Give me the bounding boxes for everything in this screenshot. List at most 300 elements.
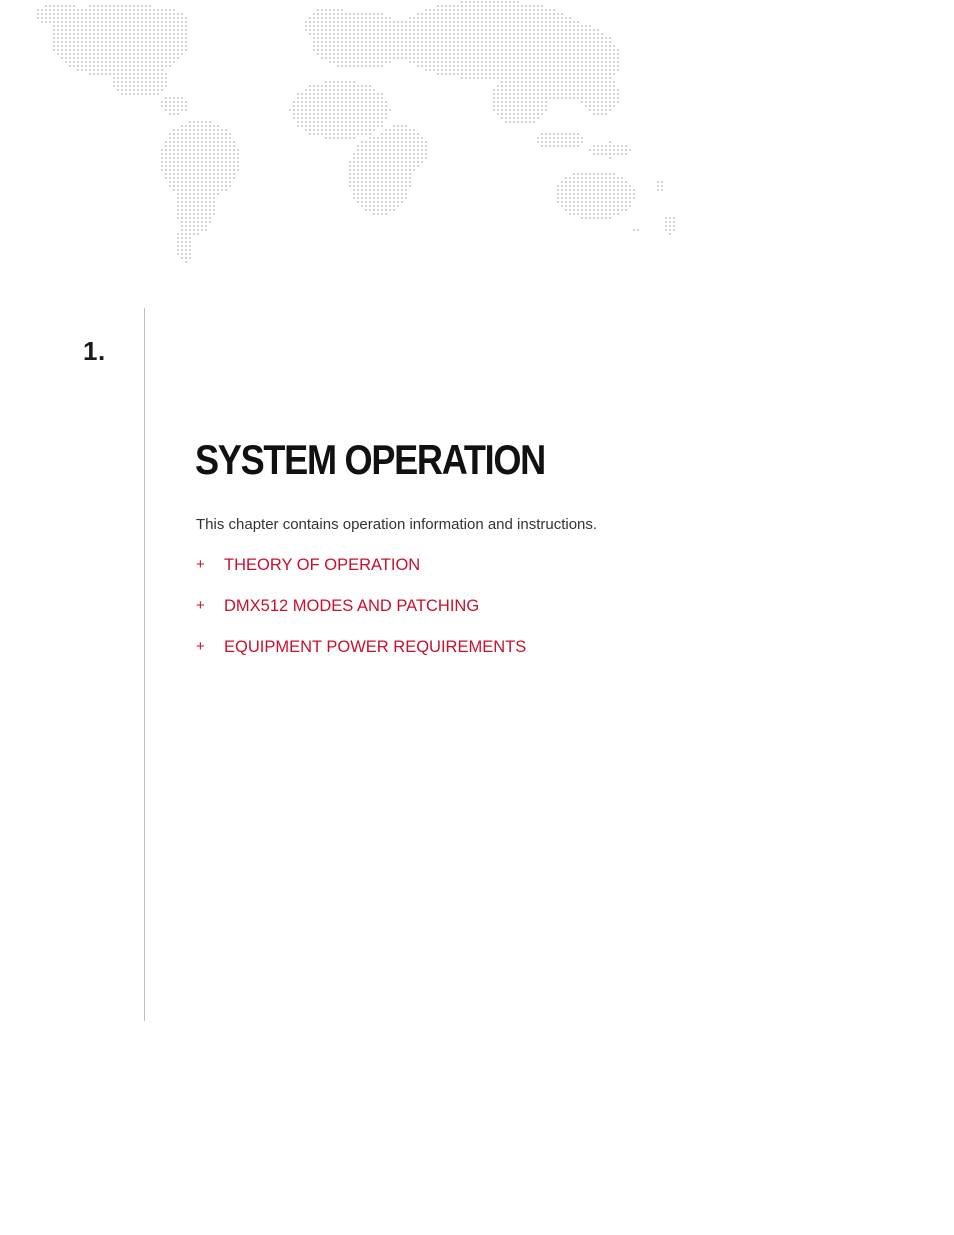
map-dot xyxy=(501,25,503,27)
map-dot xyxy=(369,117,371,119)
map-dot xyxy=(165,141,167,143)
map-dot xyxy=(125,81,127,83)
map-dot xyxy=(565,145,567,147)
map-dot xyxy=(205,125,207,127)
map-dot xyxy=(401,181,403,183)
map-dot xyxy=(329,97,331,99)
map-dot xyxy=(193,185,195,187)
map-dot xyxy=(529,17,531,19)
map-dot xyxy=(137,77,139,79)
map-dot xyxy=(393,193,395,195)
map-dot xyxy=(445,49,447,51)
map-dot xyxy=(621,177,623,179)
map-dot xyxy=(425,157,427,159)
map-dot xyxy=(133,21,135,23)
map-dot xyxy=(85,57,87,59)
map-dot xyxy=(589,73,591,75)
map-dot xyxy=(349,133,351,135)
map-dot xyxy=(529,93,531,95)
map-dot xyxy=(577,137,579,139)
map-dot xyxy=(569,65,571,67)
map-dot xyxy=(193,197,195,199)
map-dot xyxy=(373,205,375,207)
map-dot xyxy=(497,53,499,55)
map-dot xyxy=(597,217,599,219)
toc-link-dmx512-modes-and-patching[interactable]: DMX512 MODES AND PATCHING xyxy=(224,597,480,615)
map-dot xyxy=(109,9,111,11)
toc-link-theory-of-operation[interactable]: THEORY OF OPERATION xyxy=(224,556,421,574)
map-dot xyxy=(585,173,587,175)
toc-link-equipment-power-requirements[interactable]: EQUIPMENT POWER REQUIREMENTS xyxy=(224,638,527,656)
map-dot xyxy=(73,5,75,7)
map-dot xyxy=(341,41,343,43)
map-dot xyxy=(357,181,359,183)
map-dot xyxy=(589,33,591,35)
map-dot xyxy=(61,45,63,47)
map-dot xyxy=(177,177,179,179)
map-dot xyxy=(89,25,91,27)
map-dot xyxy=(525,105,527,107)
map-dot xyxy=(89,73,91,75)
map-dot xyxy=(109,17,111,19)
map-dot xyxy=(317,97,319,99)
map-dot xyxy=(205,221,207,223)
map-dot xyxy=(565,69,567,71)
map-dot xyxy=(613,93,615,95)
map-dot xyxy=(473,69,475,71)
map-dot xyxy=(537,105,539,107)
map-dot xyxy=(77,13,79,15)
map-dot xyxy=(333,113,335,115)
map-dot xyxy=(193,173,195,175)
map-dot xyxy=(593,209,595,211)
map-dot xyxy=(125,65,127,67)
map-dot xyxy=(589,213,591,215)
map-dot xyxy=(481,45,483,47)
map-dot xyxy=(517,13,519,15)
map-dot xyxy=(589,69,591,71)
map-dot xyxy=(613,205,615,207)
map-dot xyxy=(597,37,599,39)
map-dot xyxy=(365,29,367,31)
map-dot xyxy=(225,129,227,131)
map-dot xyxy=(129,13,131,15)
map-dot xyxy=(497,13,499,15)
map-dot xyxy=(593,109,595,111)
map-dot xyxy=(165,165,167,167)
chapter-intro: This chapter contains operation information and instructions. xyxy=(196,516,598,533)
map-dot xyxy=(393,133,395,135)
map-dot xyxy=(405,29,407,31)
map-dot xyxy=(517,37,519,39)
map-dot xyxy=(461,21,463,23)
map-dot xyxy=(565,141,567,143)
map-dot xyxy=(601,217,603,219)
map-dot xyxy=(517,85,519,87)
map-dot xyxy=(105,61,107,63)
map-dot xyxy=(393,209,395,211)
map-dot xyxy=(441,65,443,67)
map-dot xyxy=(525,109,527,111)
map-dot xyxy=(389,109,391,111)
map-dot xyxy=(397,149,399,151)
map-dot xyxy=(373,65,375,67)
map-dot xyxy=(613,145,615,147)
map-dot xyxy=(413,29,415,31)
map-dot xyxy=(541,141,543,143)
map-dot xyxy=(573,197,575,199)
map-dot xyxy=(389,169,391,171)
map-dot xyxy=(589,217,591,219)
map-dot xyxy=(553,53,555,55)
map-dot xyxy=(173,181,175,183)
map-dot xyxy=(373,45,375,47)
map-dot xyxy=(569,193,571,195)
map-dot xyxy=(401,141,403,143)
map-dot xyxy=(505,41,507,43)
map-dot xyxy=(501,21,503,23)
map-dot xyxy=(513,41,515,43)
map-dot xyxy=(417,21,419,23)
map-dot xyxy=(481,73,483,75)
map-dot xyxy=(501,37,503,39)
map-dot xyxy=(585,205,587,207)
map-dot xyxy=(565,61,567,63)
map-dot xyxy=(97,57,99,59)
map-dot xyxy=(437,33,439,35)
map-dot xyxy=(501,57,503,59)
map-dot xyxy=(481,33,483,35)
map-dot xyxy=(177,241,179,243)
map-dot xyxy=(625,193,627,195)
map-dot xyxy=(369,161,371,163)
map-dot xyxy=(165,161,167,163)
map-dot xyxy=(217,157,219,159)
map-dot xyxy=(185,257,187,259)
map-dot xyxy=(337,9,339,11)
map-dot xyxy=(325,33,327,35)
map-dot xyxy=(133,69,135,71)
map-dot xyxy=(493,1,495,3)
map-dot xyxy=(597,177,599,179)
map-dot xyxy=(133,77,135,79)
map-dot xyxy=(161,85,163,87)
map-dot xyxy=(609,153,611,155)
map-dot xyxy=(369,173,371,175)
map-dot xyxy=(581,93,583,95)
map-dot xyxy=(69,21,71,23)
map-dot xyxy=(461,5,463,7)
map-dot xyxy=(93,69,95,71)
map-dot xyxy=(317,17,319,19)
map-dot xyxy=(209,173,211,175)
map-dot xyxy=(145,69,147,71)
map-dot xyxy=(601,201,603,203)
map-dot xyxy=(529,57,531,59)
map-dot xyxy=(565,197,567,199)
map-dot xyxy=(181,141,183,143)
map-dot xyxy=(585,41,587,43)
map-dot xyxy=(297,97,299,99)
map-dot xyxy=(361,193,363,195)
map-dot xyxy=(373,25,375,27)
map-dot xyxy=(173,109,175,111)
map-dot xyxy=(513,33,515,35)
map-dot xyxy=(373,157,375,159)
map-dot xyxy=(137,29,139,31)
map-dot xyxy=(341,113,343,115)
map-dot xyxy=(65,61,67,63)
map-dot xyxy=(413,25,415,27)
map-dot xyxy=(561,201,563,203)
map-dot xyxy=(409,149,411,151)
map-dot xyxy=(49,5,51,7)
map-dot xyxy=(477,17,479,19)
map-dot xyxy=(217,125,219,127)
map-dot xyxy=(225,149,227,151)
map-dot xyxy=(317,45,319,47)
map-dot xyxy=(105,37,107,39)
map-dot xyxy=(513,9,515,11)
map-dot xyxy=(581,201,583,203)
map-dot xyxy=(333,45,335,47)
toc-item-dmx512-modes-and-patching[interactable] xyxy=(196,595,526,636)
map-dot xyxy=(581,173,583,175)
map-dot xyxy=(193,189,195,191)
world-map-graphic xyxy=(0,0,700,270)
map-dot xyxy=(525,57,527,59)
map-dot xyxy=(345,45,347,47)
map-dot xyxy=(89,9,91,11)
map-dot xyxy=(565,89,567,91)
map-dot xyxy=(337,17,339,19)
map-dot xyxy=(361,201,363,203)
map-dot xyxy=(185,233,187,235)
map-dot xyxy=(381,213,383,215)
map-dot xyxy=(449,49,451,51)
map-dot xyxy=(341,125,343,127)
map-dot xyxy=(321,113,323,115)
map-dot xyxy=(553,133,555,135)
map-dot xyxy=(573,193,575,195)
toc-item-theory-of-operation[interactable] xyxy=(196,554,526,595)
map-dot xyxy=(157,69,159,71)
map-dot xyxy=(473,13,475,15)
map-dot xyxy=(581,213,583,215)
map-dot xyxy=(405,169,407,171)
map-dot xyxy=(361,21,363,23)
map-dot xyxy=(65,49,67,51)
map-dot xyxy=(345,129,347,131)
map-dot xyxy=(593,97,595,99)
map-dot xyxy=(569,93,571,95)
map-dot xyxy=(625,181,627,183)
map-dot xyxy=(185,21,187,23)
map-dot xyxy=(533,57,535,59)
map-dot xyxy=(361,205,363,207)
map-dot xyxy=(509,17,511,19)
map-dot xyxy=(569,61,571,63)
map-dot xyxy=(193,145,195,147)
map-dot xyxy=(69,41,71,43)
map-dot xyxy=(449,53,451,55)
map-dot xyxy=(557,45,559,47)
map-dot xyxy=(593,41,595,43)
map-dot xyxy=(573,45,575,47)
map-dot xyxy=(341,57,343,59)
map-dot xyxy=(389,153,391,155)
map-dot xyxy=(461,29,463,31)
map-dot xyxy=(345,93,347,95)
map-dot xyxy=(341,49,343,51)
map-dot xyxy=(185,29,187,31)
map-dot xyxy=(381,53,383,55)
map-dot xyxy=(589,177,591,179)
map-dot xyxy=(97,17,99,19)
map-dot xyxy=(505,49,507,51)
map-dot xyxy=(329,9,331,11)
map-dot xyxy=(401,169,403,171)
map-dot xyxy=(213,157,215,159)
map-dot xyxy=(109,29,111,31)
map-dot xyxy=(425,9,427,11)
map-dot xyxy=(393,137,395,139)
map-dot xyxy=(529,109,531,111)
map-dot xyxy=(73,61,75,63)
map-dot xyxy=(425,45,427,47)
map-dot xyxy=(465,13,467,15)
map-dot xyxy=(173,101,175,103)
map-dot xyxy=(97,13,99,15)
map-dot xyxy=(457,69,459,71)
map-dot xyxy=(69,53,71,55)
map-dot xyxy=(209,197,211,199)
map-dot xyxy=(529,25,531,27)
map-dot xyxy=(509,53,511,55)
map-dot xyxy=(345,41,347,43)
map-dot xyxy=(325,57,327,59)
map-dot xyxy=(501,13,503,15)
map-dot xyxy=(617,181,619,183)
map-dot xyxy=(53,49,55,51)
map-dot xyxy=(201,181,203,183)
map-dot xyxy=(161,17,163,19)
map-dot xyxy=(533,73,535,75)
map-dot xyxy=(485,25,487,27)
map-dot xyxy=(569,137,571,139)
map-dot xyxy=(121,93,123,95)
map-dot xyxy=(577,141,579,143)
map-dot xyxy=(101,73,103,75)
map-dot xyxy=(161,89,163,91)
map-dot xyxy=(317,109,319,111)
map-dot xyxy=(121,45,123,47)
map-dot xyxy=(385,213,387,215)
map-dot xyxy=(525,25,527,27)
map-dot xyxy=(425,17,427,19)
map-dot xyxy=(321,21,323,23)
map-dot xyxy=(469,45,471,47)
map-dot xyxy=(185,37,187,39)
map-dot xyxy=(61,5,63,7)
map-dot xyxy=(205,161,207,163)
map-dot xyxy=(581,141,583,143)
map-dot xyxy=(625,153,627,155)
map-dot xyxy=(517,53,519,55)
map-dot xyxy=(561,65,563,67)
map-dot xyxy=(341,17,343,19)
map-dot xyxy=(441,69,443,71)
map-dot xyxy=(489,13,491,15)
map-dot xyxy=(369,41,371,43)
map-dot xyxy=(381,57,383,59)
map-dot xyxy=(341,93,343,95)
map-dot xyxy=(357,65,359,67)
map-dot xyxy=(457,29,459,31)
map-dot xyxy=(145,65,147,67)
map-dot xyxy=(493,73,495,75)
map-dot xyxy=(493,13,495,15)
toc-item-equipment-power-requirements[interactable] xyxy=(196,636,526,677)
map-dot xyxy=(489,29,491,31)
map-dot xyxy=(565,37,567,39)
map-dot xyxy=(549,57,551,59)
map-dot xyxy=(521,69,523,71)
map-dot xyxy=(481,13,483,15)
map-dot xyxy=(553,41,555,43)
map-dot xyxy=(181,129,183,131)
map-dot xyxy=(109,5,111,7)
map-dot xyxy=(321,53,323,55)
map-dot xyxy=(205,165,207,167)
map-dot xyxy=(541,113,543,115)
map-dot xyxy=(569,29,571,31)
map-dot xyxy=(525,9,527,11)
map-dot xyxy=(657,185,659,187)
map-dot xyxy=(593,81,595,83)
map-dot xyxy=(469,61,471,63)
map-dot xyxy=(113,57,115,59)
map-dot xyxy=(429,49,431,51)
map-dot xyxy=(545,85,547,87)
map-dot xyxy=(541,41,543,43)
map-dot xyxy=(137,45,139,47)
map-dot xyxy=(413,141,415,143)
map-dot xyxy=(333,101,335,103)
map-dot xyxy=(373,109,375,111)
map-dot xyxy=(361,141,363,143)
map-dot xyxy=(365,201,367,203)
map-dot xyxy=(449,25,451,27)
map-dot xyxy=(361,145,363,147)
map-dot xyxy=(465,77,467,79)
map-dot xyxy=(537,61,539,63)
map-dot xyxy=(461,37,463,39)
map-dot xyxy=(345,21,347,23)
map-dot xyxy=(549,25,551,27)
map-dot xyxy=(321,49,323,51)
map-dot xyxy=(417,149,419,151)
map-dot xyxy=(217,165,219,167)
map-dot xyxy=(525,61,527,63)
map-dot xyxy=(209,133,211,135)
map-dot xyxy=(517,25,519,27)
map-dot xyxy=(573,37,575,39)
map-dot xyxy=(545,13,547,15)
plus-icon: + xyxy=(196,556,205,573)
map-dot xyxy=(541,65,543,67)
map-dot xyxy=(325,89,327,91)
